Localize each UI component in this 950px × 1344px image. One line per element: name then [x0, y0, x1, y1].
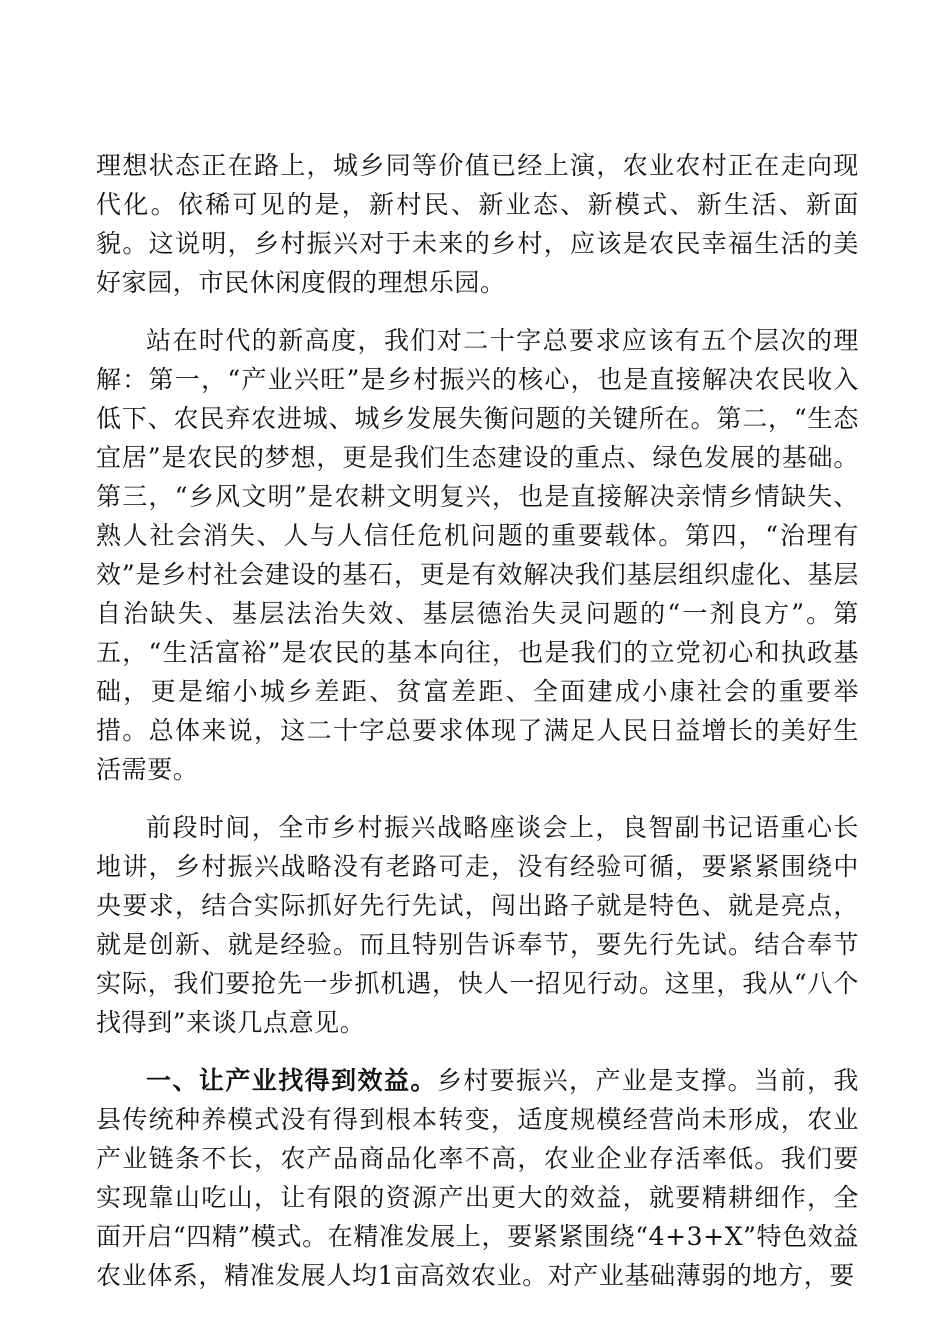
paragraph-4 [96, 1061, 859, 1295]
paragraph-3 [96, 808, 859, 1042]
document-body [96, 146, 859, 1314]
paragraph-1 [96, 146, 859, 302]
paragraph-text: 站在时代的新高度，我们对二十字总要求应该有五个层次的理解：第一，“产业兴旺”是乡村振兴的核心，也是直接解决农民收入低下、农民弃农进城、城乡发展失衡问题的关键所在。第二，“生态宜居”是农民的梦想，更是我们生态建设的重点、绿色发展的基础。第三，“乡风文明”是农耕文明复兴，也是直接解决亲情乡情缺失、熟人社会消失、人与人信任危机问题的重要载体。第四，“治理有效”是乡村社会建设的基石，更是有效解决我们基层组织虚化、基层自治缺失、基层法治失效、基层德治失灵问题的“一剂良方”。第五，“生活富裕”是农民的基本向往，也是我们的立党初心和执政基础，更是缩小城乡差距、贫富差距、全面建成小康社会的重要举措。总体来说，这二十字总要求体现了满足人民日益增长的美好生活需要。 [96, 326, 859, 784]
paragraph-text: 乡村要振兴，产业是支撑。当前，我县传统种养模式没有得到根本转变，适度规模经营尚未形成，农业产业链条不长，农产品商品化率不高，农业企业存活率低。我们要实现靠山吃山，让有限的资源产出更大的效益，就要精耕细作，全面开启“四精”模式。在精准发展上，要紧紧围绕“4+3+X”特色效益农业体系，精准发展人均1亩高效农业。对产业基础薄弱的地方，要 [96, 1066, 859, 1290]
paragraph-text: 前段时间，全市乡村振兴战略座谈会上，良智副书记语重心长地讲，乡村振兴战略没有老路可走，没有经验可循，要紧紧围绕中央要求，结合实际抓好先行先试，闯出路子就是特色、就是亮点，就是创新、就是经验。而且特别告诉奉节，要先行先试。结合奉节实际，我们要抢先一步抓机遇，快人一招见行动。这里，我从“八个找得到”来谈几点意见。 [96, 813, 859, 1037]
paragraph-text: 理想状态正在路上，城乡同等价值已经上演，农业农村正在走向现代化。依稀可见的是，新村民、新业态、新模式、新生活、新面貌。这说明，乡村振兴对于未来的乡村，应该是农民幸福生活的美好家园，市民休闲度假的理想乐园。 [96, 151, 859, 297]
section-heading: 一、让产业找得到效益。 [146, 1066, 437, 1095]
paragraph-2 [96, 321, 859, 789]
